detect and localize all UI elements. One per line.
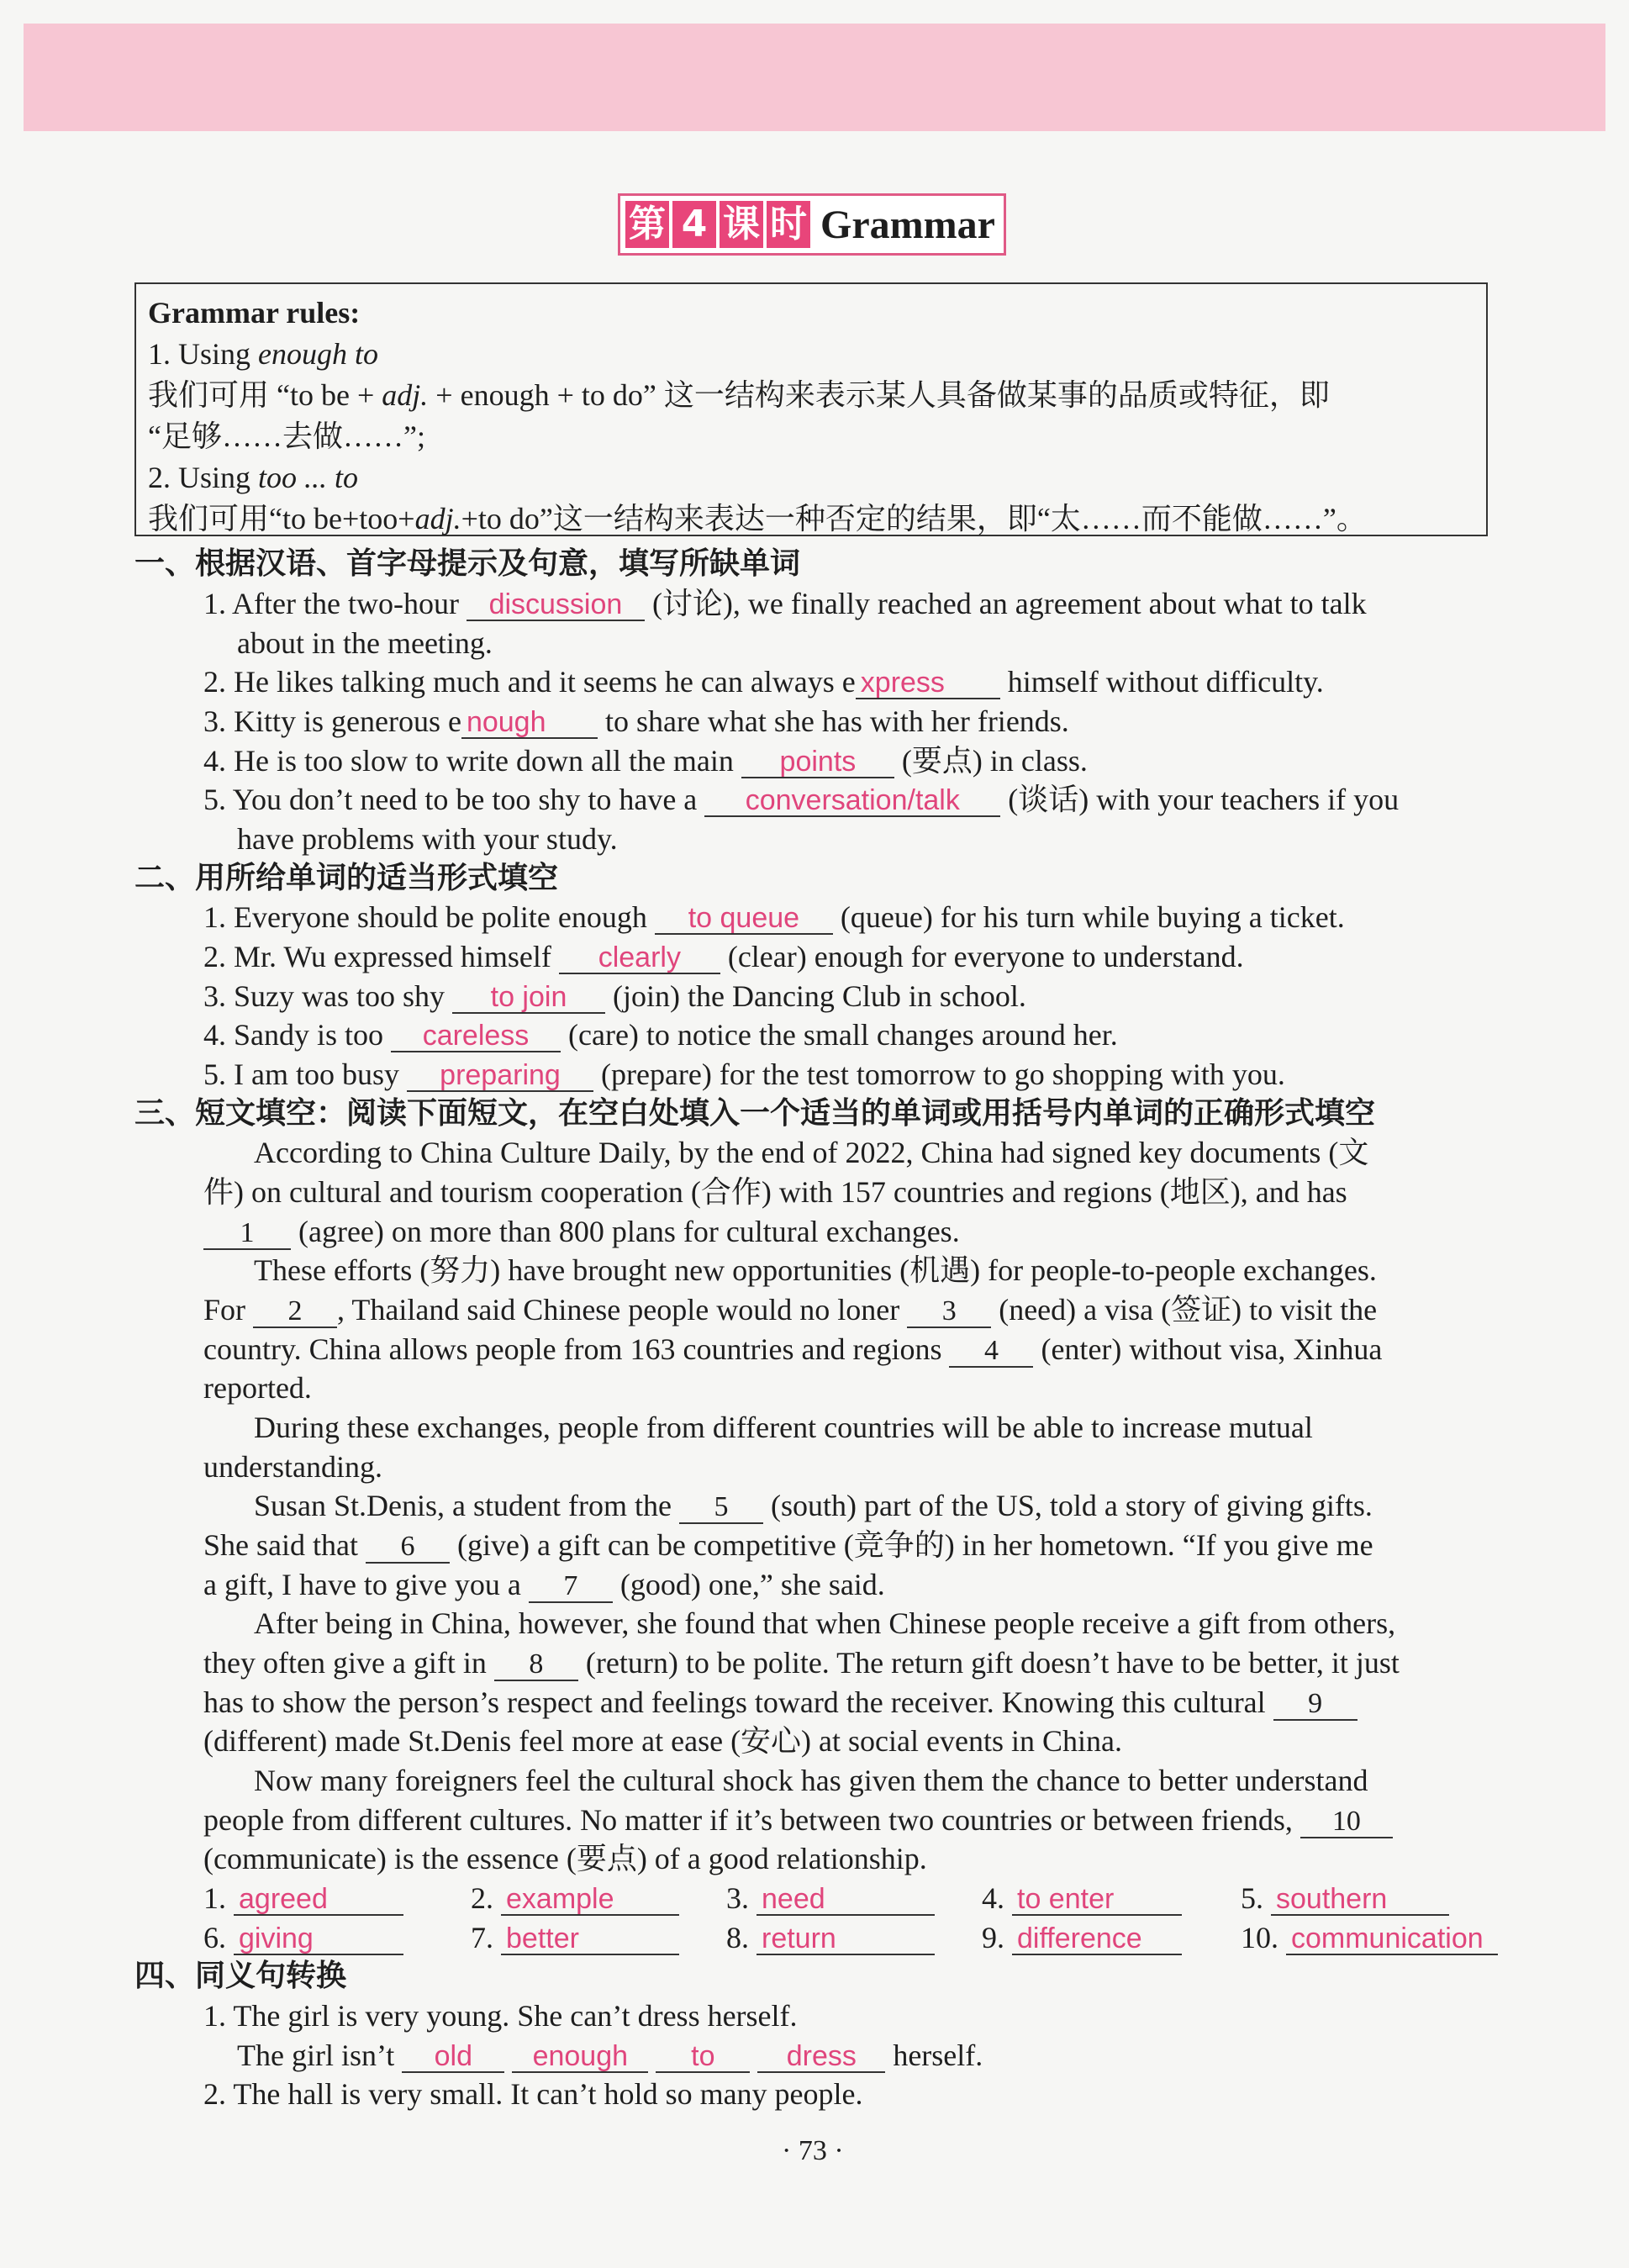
s1-q2-b: himself without difficulty. [999, 665, 1324, 699]
s3-p4-l1-a: Susan St.Denis, a student from the [254, 1489, 679, 1522]
s3-answer-num: 8. [726, 1921, 749, 1954]
s3-blank-6[interactable]: 6 [366, 1532, 450, 1564]
s1-q4-a: 4. He is too slow to write down all the main [203, 744, 741, 778]
rule-2-text [148, 498, 1474, 540]
s2-q4-a: 4. Sandy is too [203, 1018, 392, 1052]
page-number: · 73 · [782, 2135, 844, 2166]
rule-1-text-a: 我们可用 “to be + [148, 378, 382, 412]
s1-q1-b: (讨论), we finally reached an agreement about what to talk [644, 587, 1367, 620]
s3-answer-value[interactable]: giving [234, 1923, 403, 1955]
s3-blank-10[interactable]: 10 [1300, 1806, 1393, 1838]
s1-q4-b: (要点) in class. [894, 744, 1088, 778]
s3-blank-7[interactable]: 7 [529, 1571, 613, 1603]
s3-answer-num: 3. [726, 1881, 749, 1915]
s3-p5-l2-b: (return) to be polite. The return gift doesn’t have to be better, it just [577, 1646, 1400, 1680]
s2-q1-b: (queue) for his turn while buying a ticket. [832, 900, 1345, 934]
s1-answer-2[interactable]: xpress [856, 667, 1000, 699]
s3-answer-num: 1. [203, 1881, 226, 1915]
s3-answer-value[interactable]: communication [1286, 1923, 1498, 1955]
s3-p6-l2 [203, 1801, 1393, 1839]
s3-answer-8 [726, 1918, 935, 1957]
s3-p2-l2 [203, 1290, 1377, 1329]
s3-p1-l1: According to China Culture Daily, by the end of 2022, China had signed key documents (文 [254, 1136, 1369, 1169]
s3-answer-num: 9. [982, 1921, 1004, 1954]
s3-p6-l1: Now many foreigners feel the cultural shock has given them the chance to better understand [254, 1764, 1368, 1797]
s3-p4-l2 [203, 1526, 1373, 1564]
lesson-title [618, 193, 1006, 256]
s3-answer-10 [1241, 1918, 1498, 1957]
s1-q5-a: 5. You don’t need to be too shy to have a [203, 783, 705, 816]
s3-p2-l2-b: , Thailand said Chinese people would no loner [337, 1293, 908, 1327]
s3-p2-l4: reported. [203, 1371, 312, 1405]
s4-q1-b-text: The girl isn’t [237, 2039, 403, 2072]
s1-q5 [203, 780, 1399, 819]
s3-p4-l1 [254, 1486, 1373, 1525]
s3-p5-l4: (different) made St.Denis feel more at ease (安心) at social events in China. [203, 1724, 1122, 1758]
rule-1-adj: adj. [382, 378, 429, 412]
s2-q3 [203, 977, 1026, 1015]
rule-2-text-b: +to do”这一结构来表达一种否定的结果，即“太……而不能做……”。 [461, 502, 1367, 535]
rule-1-text-b: + enough + to do” 这一结构来表示某人具备做某事的品质或特征，即 [428, 378, 1330, 412]
s3-answer-5 [1241, 1879, 1449, 1917]
rule-1-num: 1. Using [148, 337, 259, 371]
rules-heading: Grammar rules: [148, 296, 361, 330]
s3-p4-l3-b: (good) one,” she said. [612, 1568, 885, 1601]
s1-q3-a: 3. Kitty is generous e [203, 704, 461, 738]
s3-p3-l1: During these exchanges, people from different countries will be able to increase mutual [254, 1411, 1313, 1444]
s3-blank-2[interactable]: 2 [253, 1296, 337, 1328]
lesson-number: 4 [672, 201, 716, 248]
s3-answer-value[interactable]: example [501, 1884, 679, 1916]
s3-p5-l3 [203, 1683, 1358, 1722]
s1-answer-3[interactable]: nough [461, 707, 598, 739]
s3-p5-l1: After being in China, however, she found that when Chinese people receive a gift from others, [254, 1606, 1396, 1640]
s2-q3-a: 3. Suzy was too shy [203, 979, 452, 1013]
s3-blank-3[interactable]: 3 [907, 1296, 991, 1328]
s3-answer-value[interactable]: agreed [234, 1884, 403, 1916]
s3-blank-1[interactable]: 1 [203, 1218, 291, 1250]
s3-p1-l3 [203, 1212, 960, 1251]
lesson-char-3: 课 [720, 201, 763, 248]
s3-p4-l2-b: (give) a gift can be competitive (竞争的) in her hometown. “If you give me [449, 1528, 1373, 1562]
lesson-char-4: 时 [767, 201, 810, 248]
s1-q1-a: 1. After the two-hour [203, 587, 467, 620]
s3-p2-l2-a: For [203, 1293, 254, 1327]
s1-answer-4[interactable]: points [741, 746, 894, 778]
s3-answer-value[interactable]: difference [1012, 1923, 1182, 1955]
s3-p2-l3-b: (enter) without visa, Xinhua [1033, 1332, 1383, 1366]
s3-answer-num: 2. [471, 1881, 493, 1915]
s3-p2-l3-a: country. China allows people from 163 countries and regions [203, 1332, 950, 1366]
s4-answer-2[interactable]: enough [512, 2041, 648, 2073]
s3-p2-l1: These efforts (努力) have brought new opportunities (机遇) for people-to-people exchanges. [254, 1253, 1377, 1287]
s1-q1 [203, 584, 1367, 623]
s3-answer-value[interactable]: southern [1271, 1884, 1449, 1916]
s3-answer-num: 7. [471, 1921, 493, 1954]
s2-answer-2[interactable]: clearly [559, 942, 720, 974]
s3-p1-l3-text: (agree) on more than 800 plans for cultural exchanges. [291, 1215, 960, 1248]
s1-q5-b: (谈话) with your teachers if you [1000, 783, 1400, 816]
s4-q1-a: 1. The girl is very young. She can’t dress herself. [203, 1999, 798, 2033]
s4-answer-4[interactable]: dress [757, 2041, 885, 2073]
s2-q2-a: 2. Mr. Wu expressed himself [203, 940, 559, 973]
rule-1-title [148, 334, 1474, 375]
s3-p5-l3-a: has to show the person’s respect and feelings toward the receiver. Knowing this cultural [203, 1685, 1273, 1719]
s1-q4 [203, 741, 1088, 780]
section-2-title: 二、用所给单词的适当形式填空 [134, 861, 559, 895]
section-3-title: 三、短文填空：阅读下面短文，在空白处填入一个适当的单词或用括号内单词的正确形式填空 [134, 1096, 1376, 1131]
s3-blank-5[interactable]: 5 [679, 1492, 763, 1524]
s3-p4-l2-a: She said that [203, 1528, 366, 1562]
s4-q2-a: 2. The hall is very small. It can’t hold so many people. [203, 2077, 863, 2111]
s2-q4-b: (care) to notice the small changes around her. [561, 1018, 1118, 1052]
s3-blank-8[interactable]: 8 [494, 1649, 578, 1681]
s4-answer-1[interactable]: old [402, 2041, 504, 2073]
page-title: Grammar [820, 202, 995, 247]
s3-answer-num: 5. [1241, 1881, 1263, 1915]
rule-1-text-c: “足够……去做……”; [148, 419, 425, 453]
s1-q5-c: have problems with your study. [237, 822, 618, 856]
s3-answer-7 [471, 1918, 679, 1957]
s3-p2-l2-c: (need) a visa (签证) to visit the [991, 1293, 1378, 1327]
s2-answer-1[interactable]: to queue [655, 903, 833, 935]
s1-answer-1[interactable]: discussion [467, 589, 645, 621]
s3-answer-value[interactable]: need [757, 1884, 935, 1916]
s2-q5-b: (prepare) for the test tomorrow to go shopping with you. [593, 1058, 1285, 1091]
s2-q5 [203, 1055, 1285, 1094]
s3-blank-4[interactable]: 4 [949, 1336, 1033, 1368]
s2-q3-b: (join) the Dancing Club in school. [605, 979, 1026, 1013]
s1-q3-b: to share what she has with her friends. [597, 704, 1069, 738]
s3-p4-l3-a: a gift, I have to give you a [203, 1568, 529, 1601]
s3-answer-4 [982, 1879, 1182, 1917]
grammar-rules-box [134, 282, 1488, 536]
s1-q2-a: 2. He likes talking much and it seems he can always e [203, 665, 856, 699]
s1-q1-c: about in the meeting. [237, 626, 493, 660]
s4-q1-b [237, 2036, 983, 2075]
s2-q5-a: 5. I am too busy [203, 1058, 407, 1091]
s3-p4-l3 [203, 1565, 885, 1604]
s3-answer-num: 10. [1241, 1921, 1278, 1954]
s2-q2 [203, 937, 1244, 976]
s2-q1 [203, 898, 1345, 936]
s3-answer-value[interactable]: better [501, 1923, 679, 1955]
rule-2-text-a: 我们可用“to be+too+ [148, 502, 415, 535]
s2-answer-5[interactable]: preparing [407, 1060, 593, 1092]
s2-answer-4[interactable]: careless [391, 1021, 561, 1052]
s2-q4 [203, 1015, 1118, 1054]
section-4-title: 四、同义句转换 [134, 1959, 347, 1993]
s2-answer-3[interactable]: to join [452, 982, 605, 1014]
s3-p5-l2-a: they often give a gift in [203, 1646, 494, 1680]
lesson-char-1: 第 [625, 201, 669, 248]
s3-p6-l3: (communicate) is the essence (要点) of a good relationship. [203, 1842, 927, 1875]
section-1-title: 一、根据汉语、首字母提示及句意，填写所缺单词 [134, 546, 801, 581]
rule-1-term: enough to [258, 337, 378, 371]
header-band [24, 24, 1605, 131]
rule-2-num: 2. Using [148, 461, 259, 494]
s3-answer-9 [982, 1918, 1182, 1957]
s4-q1-c: herself. [885, 2039, 983, 2072]
s3-answer-num: 4. [982, 1881, 1004, 1915]
s2-q2-b: (clear) enough for everyone to understand. [720, 940, 1244, 973]
s3-p1-l2: 件) on cultural and tourism cooperation (合作) with 157 countries and regions (地区), and has [203, 1175, 1347, 1209]
rule-2-adj: adj. [414, 502, 461, 535]
s3-answer-6 [203, 1918, 403, 1957]
s3-p4-l1-b: (south) part of the US, told a story of giving gifts. [762, 1489, 1373, 1522]
rule-1-text [148, 375, 1474, 416]
s1-q2 [203, 662, 1324, 701]
s3-answer-value[interactable]: return [757, 1923, 935, 1955]
rule-2-term: too ... to [258, 461, 359, 494]
s3-p6-l2-a: people from different cultures. No matter if it’s between two countries or between friends, [203, 1803, 1300, 1837]
s4-answer-3[interactable]: to [656, 2041, 750, 2073]
s3-p2-l3 [203, 1330, 1382, 1369]
s3-p5-l2 [203, 1643, 1400, 1682]
s3-blank-9[interactable]: 9 [1273, 1689, 1358, 1721]
s3-answer-3 [726, 1879, 935, 1917]
s1-q3 [203, 702, 1069, 741]
s3-answer-value[interactable]: to enter [1012, 1884, 1182, 1916]
s3-answer-1 [203, 1879, 403, 1917]
s3-p3-l2: understanding. [203, 1450, 382, 1484]
s3-answer-num: 6. [203, 1921, 226, 1954]
s2-q1-a: 1. Everyone should be polite enough [203, 900, 655, 934]
s3-answer-2 [471, 1879, 679, 1917]
rule-2-title [148, 457, 1474, 498]
s1-answer-5[interactable]: conversation/talk [704, 785, 1000, 817]
